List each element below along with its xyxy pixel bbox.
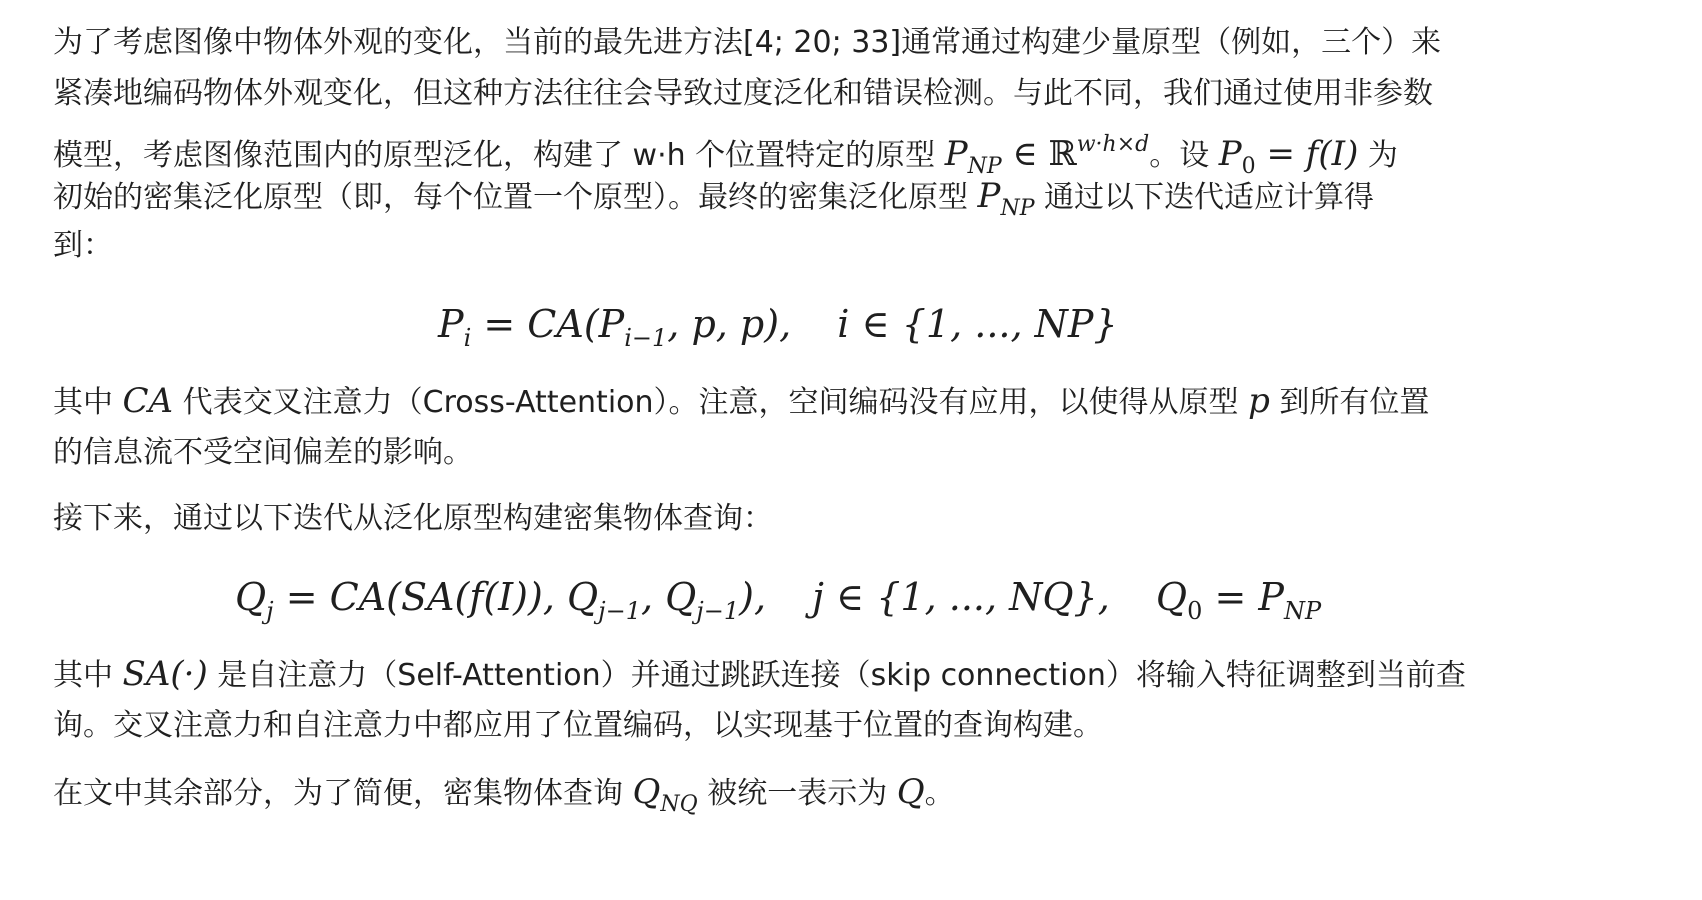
paragraph-1-line-4-prefix: 初始的密集泛化原型（即，每个位置一个原型）。最终的密集泛化原型 (53, 180, 978, 215)
math-P-np: $P_{NP}$ (944, 134, 1002, 179)
math-P0: $P_0$ (1218, 134, 1256, 179)
paragraph-1-line-4-suffix: 通过以下迭代适应计算得 (1034, 180, 1375, 215)
math-P-np-2: $P_{NP}$ (977, 176, 1035, 221)
paragraph-1-line-2: 紧凑地编码物体外观变化，但这种方法往往会导致过度泛化和错误检测。与此不同，我们通过使用非参数 (53, 76, 1433, 111)
equation-1: $P_i = CA(P_{i-1}$, p, p), i ∈ {1, ..., NP} (438, 302, 1118, 352)
paragraph-4-line-1: 其中 SA(·) 是自注意力（Self-Attention）并通过跳跃连接（skip connection）将输入特征调整到当前查 (53, 654, 1466, 694)
paragraph-5-line-1: 在文中其余部分，为了简便，密集物体查询 $Q_{NQ}$ 被统一表示为 Q。 (53, 772, 955, 817)
paragraph-1-line-3-prefix: 模型，考虑图像范围内的原型泛化，构建了 w·h 个位置特定的原型 (53, 138, 945, 173)
paragraph-4-line-2: 询。交叉注意力和自注意力中都应用了位置编码，以实现基于位置的查询构建。 (53, 708, 1103, 743)
math-in: ∈ (1012, 134, 1038, 174)
math-p: p (1248, 381, 1270, 421)
paragraph-1-line-1: 为了考虑图像中物体外观的变化，当前的最先进方法[4; 20; 33]通常通过构建少量原型（例如，三个）来 (53, 25, 1442, 60)
paragraph-3-line-1: 接下来，通过以下迭代从泛化原型构建密集物体查询： (53, 501, 773, 536)
math-equals: = (1266, 134, 1295, 174)
paragraph-1-line-3 (53, 120, 1398, 179)
math-Q-nq: $Q_{NQ}$ (632, 772, 698, 817)
paragraph-1-line-3-mid: 。设 (1149, 138, 1219, 173)
math-SA: SA(·) (122, 654, 208, 694)
math-real-space: ℝ$^{w\cdot h\times d}$ (1048, 132, 1150, 174)
math-Q: Q (896, 772, 925, 812)
paragraph-1-line-3-suffix: 为 (1358, 138, 1398, 173)
math-f-of-I: f(I) (1305, 134, 1359, 174)
paragraph-1-line-5: 到： (53, 228, 113, 263)
paragraph-1-line-4 (53, 171, 1374, 221)
paragraph-2-line-2: 的信息流不受空间偏差的影响。 (53, 435, 473, 470)
equation-2: $Q_j = CA(SA(f(I))$, $Q_{j-1}$, $Q_{j-1}$), j ∈ {1, ..., NQ}, $Q_0 = P_{NP}$ (235, 575, 1322, 625)
math-CA: CA (122, 381, 174, 421)
paragraph-2-line-1: 其中 CA 代表交叉注意力（Cross-Attention）。注意，空间编码没有应用，以使得从原型 p 到所有位置 (53, 381, 1430, 421)
